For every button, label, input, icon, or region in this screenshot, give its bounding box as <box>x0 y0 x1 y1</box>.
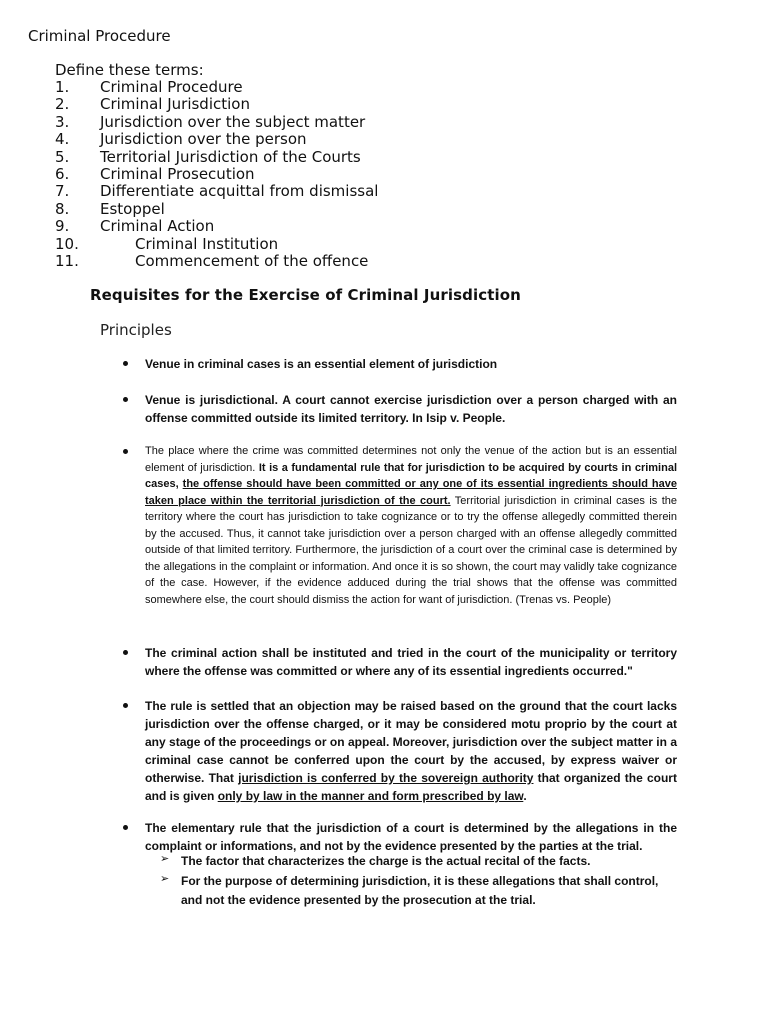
bullet-dot <box>123 703 128 708</box>
list-number: 4. <box>55 130 70 149</box>
bullet-dot <box>123 397 128 402</box>
section-heading: Requisites for the Exercise of Criminal Jurisdiction <box>90 286 521 304</box>
list-item-text: Estoppel <box>100 199 165 218</box>
list-number: 1. <box>55 78 70 96</box>
underlined-bold-text: the offense should have been committed or any one of its essential ingredients should have taken place within the territorial jurisdiction of the court. <box>145 478 677 507</box>
bullet-dot <box>123 825 128 830</box>
bullet-dot <box>123 449 128 454</box>
list-item <box>55 166 378 183</box>
list-number: 5. <box>55 147 70 166</box>
paragraph-text: Territorial jurisdiction in criminal cases is the territory where the court has jurisdiction to take cognizance or to try the offense allegedly committed therein by the accused. Thus, it cannot take jurisdiction over a person charged with an offense allegedly committed outside of that limited territory. Furthermore, the jurisdiction of a court over the criminal case is determined by the allegations in the complaint or information. And once it is so shown, the court may validly take cognizance of the case. However, if the evidence adduced during the trial shows that the offense was committed somewhere else, the court should dismiss the action for want of jurisdiction. (Trenas vs. People) <box>145 494 677 606</box>
list-number: 8. <box>55 199 70 218</box>
paragraph-text: . <box>523 789 527 803</box>
list-item <box>55 218 378 235</box>
list-item <box>55 131 378 148</box>
list-item <box>55 96 378 113</box>
list-number: 2. <box>55 95 70 114</box>
list-item <box>55 79 378 96</box>
arrow-bullet-icon: ➢ <box>160 852 170 865</box>
list-item-text: Commencement of the offence <box>135 251 369 270</box>
terms-list <box>55 79 378 270</box>
list-item-text: Criminal Action <box>100 217 215 236</box>
paragraph-text: The rule is settled that an objection may be raised based on the ground that the court lacks jurisdiction over the offense charged, or it may be considered motu proprio by the court at any stage of the proceedings or on appeal. Moreover, jurisdiction over the subject matter in a criminal case cannot be conferred upon the court by the accused, by express waiver or otherwise. That <box>145 699 677 785</box>
bullet-place-of-crime <box>145 443 677 608</box>
list-item-text: Differentiate acquittal from dismissal <box>100 182 379 201</box>
list-item-text: Territorial Jurisdiction of the Courts <box>100 147 361 166</box>
principles-subheading: Principles <box>100 321 172 339</box>
list-number: 6. <box>55 164 70 183</box>
underlined-text: only by law in the manner and form prescribed by law <box>217 789 524 803</box>
list-number: 10. <box>55 234 79 253</box>
list-item-text: Criminal Prosecution <box>100 164 255 183</box>
list-number: 7. <box>55 182 70 201</box>
sub-bullet-factor: The factor that characterizes the charge is the actual recital of the facts. <box>181 854 591 868</box>
bullet-venue-jurisdictional: Venue is jurisdictional. A court cannot exercise jurisdiction over a person charged with an offense committed outside its limited territory. In Isip v. People. <box>145 393 677 425</box>
sub-bullet-allegations: For the purpose of determining jurisdiction, it is these allegations that shall control, and not the evidence presented by the prosecution at the trial. <box>181 874 659 907</box>
list-item <box>55 236 378 253</box>
list-number: 3. <box>55 112 70 131</box>
list-item <box>55 149 378 166</box>
paragraph-text: The place where the crime was committed determines not only the venue of the action but is an essential element of jurisdiction. <box>145 445 677 474</box>
list-item-text: Criminal Jurisdiction <box>100 95 250 114</box>
arrow-bullet-icon: ➢ <box>160 872 170 885</box>
underlined-text: jurisdiction is conferred by the sovereign authority <box>238 771 534 785</box>
list-item-text: Jurisdiction over the subject matter <box>100 112 366 131</box>
bullet-objection-rule <box>145 697 677 805</box>
list-item <box>55 114 378 131</box>
list-item <box>55 183 378 200</box>
bullet-criminal-action: The criminal action shall be instituted and tried in the court of the municipality or territory where the offense was committed or where any of its essential ingredients occurred." <box>145 646 677 678</box>
document-title: Criminal Procedure <box>28 27 171 45</box>
bullet-dot <box>123 361 128 366</box>
bullet-venue-essential: Venue in criminal cases is an essential element of jurisdiction <box>145 357 498 371</box>
paragraph-text: that organized the court and is given <box>145 771 677 803</box>
bullet-elementary-rule: The elementary rule that the jurisdiction of a court is determined by the allegations in the complaint or informations, and not by the evidence presented by the parties at the trial. <box>145 821 677 853</box>
list-number: 11. <box>55 251 79 270</box>
list-item <box>55 253 378 270</box>
bullet-dot <box>123 650 128 655</box>
bold-text: It is a fundamental rule that for jurisdiction to be acquired by courts in criminal cases, <box>145 461 678 490</box>
list-number: 9. <box>55 217 70 236</box>
define-terms-label: Define these terms: <box>55 61 204 79</box>
list-item-text: Criminal Procedure <box>100 78 243 96</box>
list-item <box>55 201 378 218</box>
list-item-text: Jurisdiction over the person <box>100 130 307 149</box>
list-item-text: Criminal Institution <box>135 234 279 253</box>
